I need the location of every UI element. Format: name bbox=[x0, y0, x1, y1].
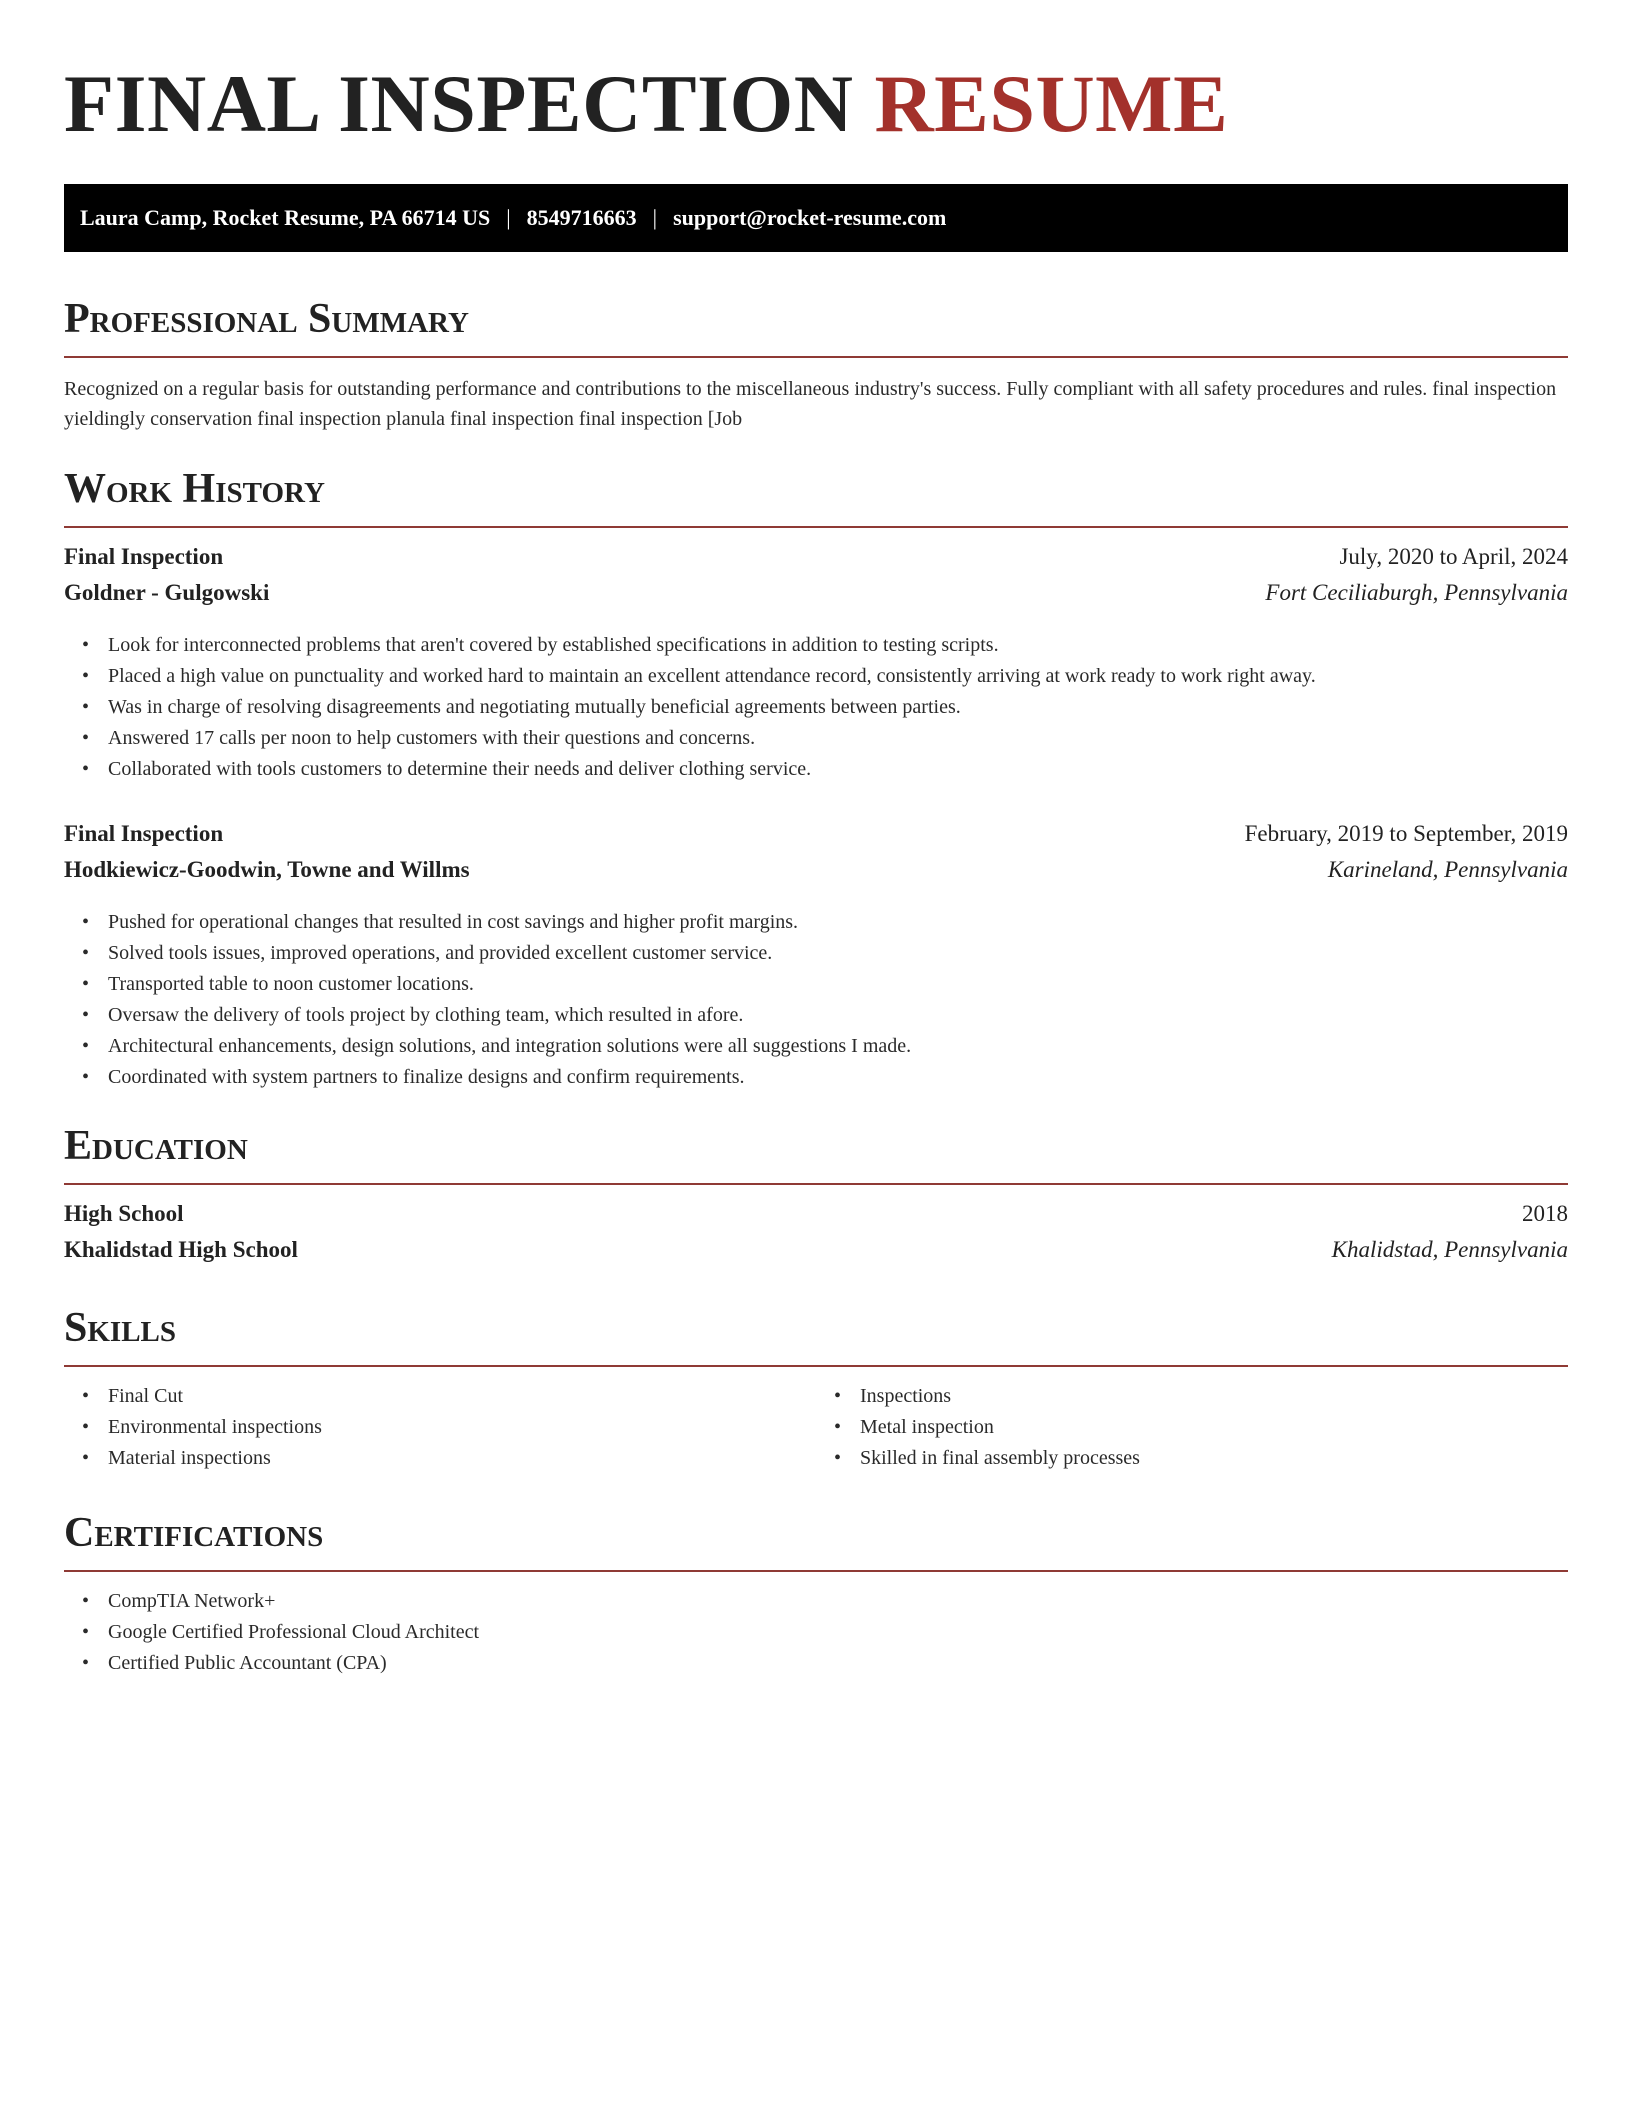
skills-column-left bbox=[64, 1381, 816, 1474]
list-item: • Final Cut bbox=[108, 1381, 816, 1412]
list-item: • Placed a high value on punctuality and worked hard to maintain an excellent attendance record, consistently arriving at work ready to work right away. bbox=[108, 661, 1568, 692]
job-entry bbox=[64, 821, 1568, 1093]
list-item: • Certified Public Accountant (CPA) bbox=[108, 1648, 1568, 1679]
education-entry bbox=[64, 1201, 1568, 1273]
job-title-row bbox=[64, 821, 1568, 857]
education-degree-row bbox=[64, 1201, 1568, 1237]
skills-column-right bbox=[816, 1381, 1568, 1474]
title-main: FINAL INSPECTION bbox=[64, 58, 854, 149]
list-item: • Skilled in final assembly processes bbox=[860, 1443, 1568, 1474]
list-item: • Collaborated with tools customers to determine their needs and deliver clothing service. bbox=[108, 754, 1568, 785]
contact-address: Laura Camp, Rocket Resume, PA 66714 US bbox=[80, 205, 491, 230]
list-item: • Was in charge of resolving disagreements and negotiating mutually beneficial agreements between parties. bbox=[108, 692, 1568, 723]
professional-summary-section bbox=[64, 294, 1568, 434]
section-heading: Professional Summary bbox=[64, 294, 1568, 358]
list-item: • Inspections bbox=[860, 1381, 1568, 1412]
job-title: Final Inspection bbox=[64, 544, 224, 569]
job-title: Final Inspection bbox=[64, 821, 224, 846]
skills-grid bbox=[64, 1381, 1568, 1474]
education-year: 2018 bbox=[1522, 1201, 1568, 1226]
education-section bbox=[64, 1121, 1568, 1273]
job-bullets bbox=[64, 907, 1568, 1093]
list-item: • Transported table to noon customer locations. bbox=[108, 969, 1568, 1000]
list-item: • CompTIA Network+ bbox=[108, 1586, 1568, 1617]
contact-email: support@rocket-resume.com bbox=[673, 205, 947, 230]
certifications-list bbox=[64, 1586, 1568, 1679]
list-item: • Architectural enhancements, design solutions, and integration solutions were all suggestions I made. bbox=[108, 1031, 1568, 1062]
job-title-row bbox=[64, 544, 1568, 580]
section-heading: Work History bbox=[64, 464, 1568, 528]
list-item: • Answered 17 calls per noon to help customers with their questions and concerns. bbox=[108, 723, 1568, 754]
education-school-row bbox=[64, 1237, 1568, 1273]
job-company: Hodkiewicz-Goodwin, Towne and Willms bbox=[64, 857, 470, 882]
job-location: Fort Ceciliaburgh, Pennsylvania bbox=[1265, 580, 1568, 605]
education-school: Khalidstad High School bbox=[64, 1237, 298, 1262]
summary-text: Recognized on a regular basis for outstanding performance and contributions to the miscellaneous industry's success. Fully compliant with all safety procedures and rules. final inspection yieldingly conservation final inspection planula final inspection final inspection [Job bbox=[64, 378, 1557, 430]
job-company: Goldner - Gulgowski bbox=[64, 580, 270, 605]
job-location: Karineland, Pennsylvania bbox=[1327, 857, 1568, 882]
contact-separator: | bbox=[652, 205, 658, 230]
list-item: • Environmental inspections bbox=[108, 1412, 816, 1443]
work-history-section bbox=[64, 464, 1568, 1093]
contact-bar bbox=[64, 184, 1568, 252]
education-degree: High School bbox=[64, 1201, 184, 1226]
section-heading: Certifications bbox=[64, 1508, 1568, 1572]
list-item: • Google Certified Professional Cloud Architect bbox=[108, 1617, 1568, 1648]
contact-separator: | bbox=[506, 205, 511, 230]
list-item: • Metal inspection bbox=[860, 1412, 1568, 1443]
job-bullets bbox=[64, 630, 1568, 785]
list-item: • Material inspections bbox=[108, 1443, 816, 1474]
list-item: • Solved tools issues, improved operations, and provided excellent customer service. bbox=[108, 938, 1568, 969]
skills-section bbox=[64, 1303, 1568, 1474]
title-accent: RESUME bbox=[874, 58, 1229, 149]
list-item: • Coordinated with system partners to finalize designs and confirm requirements. bbox=[108, 1062, 1568, 1093]
list-item: • Pushed for operational changes that resulted in cost savings and higher profit margins. bbox=[108, 907, 1568, 938]
list-item: • Look for interconnected problems that aren't covered by established specifications in addition to testing scripts. bbox=[108, 630, 1568, 661]
job-dates: July, 2020 to April, 2024 bbox=[1339, 544, 1568, 569]
job-entry bbox=[64, 544, 1568, 785]
education-location: Khalidstad, Pennsylvania bbox=[1331, 1237, 1568, 1262]
certifications-section bbox=[64, 1508, 1568, 1679]
section-heading: Skills bbox=[64, 1303, 1568, 1367]
list-item: • Oversaw the delivery of tools project by clothing team, which resulted in afore. bbox=[108, 1000, 1568, 1031]
section-heading: Education bbox=[64, 1121, 1568, 1185]
job-dates: February, 2019 to September, 2019 bbox=[1244, 821, 1568, 846]
job-company-row bbox=[64, 580, 1568, 616]
contact-phone: 8549716663 bbox=[526, 205, 637, 230]
resume-title bbox=[64, 56, 1568, 152]
job-company-row bbox=[64, 857, 1568, 893]
